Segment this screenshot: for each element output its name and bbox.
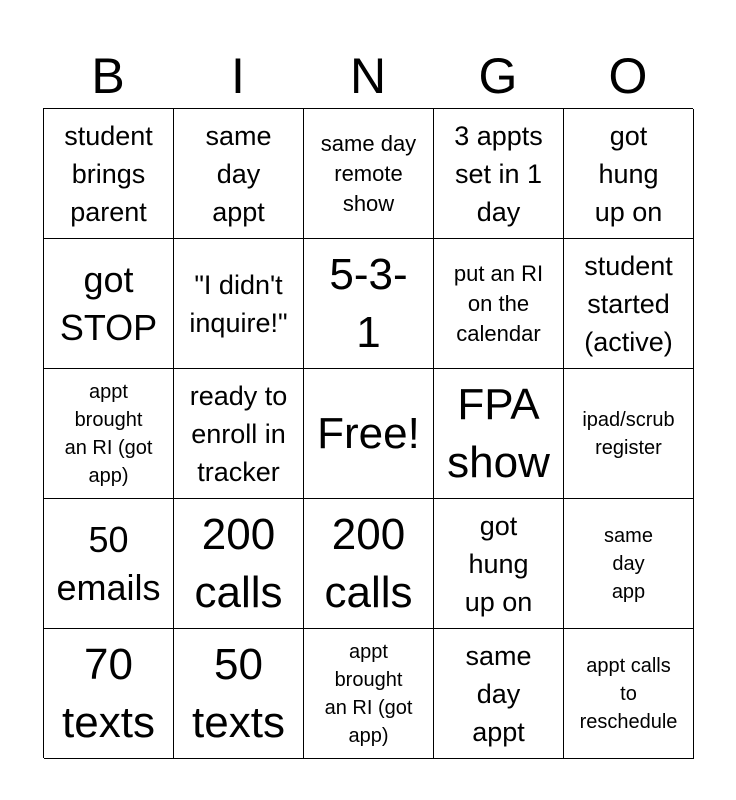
cell-text: put an RI on the calendar: [453, 260, 544, 346]
cell-text: got STOP: [59, 258, 158, 348]
cell-text: 3 appts set in 1 day: [454, 120, 543, 227]
cell-text: appt brought an RI (got app): [64, 380, 153, 487]
bingo-header: [43, 44, 693, 108]
cell-text: same day appt: [205, 120, 272, 227]
bingo-cell[interactable]: [44, 369, 174, 499]
bingo-cell[interactable]: [174, 109, 304, 239]
bingo-cell[interactable]: [304, 239, 434, 369]
header-letter-g: G: [478, 48, 518, 104]
bingo-cell[interactable]: [304, 499, 434, 629]
cell-text: 200 calls: [324, 509, 413, 617]
bingo-cell[interactable]: [44, 629, 174, 759]
bingo-cell[interactable]: [564, 239, 694, 369]
header-letter-o: O: [608, 48, 648, 104]
bingo-cell[interactable]: [44, 109, 174, 239]
cell-text: appt calls to reschedule: [579, 654, 678, 733]
bingo-cell[interactable]: [174, 629, 304, 759]
cell-text: FPA show: [447, 379, 550, 487]
cell-text: got hung up on: [464, 510, 533, 617]
cell-text: same day app: [604, 524, 653, 603]
cell-text: student brings parent: [64, 120, 153, 227]
bingo-cell[interactable]: [564, 629, 694, 759]
bingo-cell[interactable]: [174, 239, 304, 369]
cell-text: appt brought an RI (got app): [324, 640, 413, 747]
header-letter-n: N: [349, 48, 387, 104]
cell-text: 70 texts: [62, 639, 155, 747]
bingo-free-cell[interactable]: [304, 369, 434, 499]
cell-text: got hung up on: [594, 120, 663, 227]
bingo-cell[interactable]: [174, 369, 304, 499]
cell-text: 5-3- 1: [329, 249, 408, 357]
bingo-cell[interactable]: [564, 109, 694, 239]
cell-text: 50 texts: [192, 639, 285, 747]
cell-text: ready to enroll in tracker: [189, 380, 288, 487]
bingo-board: [43, 108, 693, 758]
bingo-cell[interactable]: [434, 499, 564, 629]
bingo-cell[interactable]: [564, 499, 694, 629]
bingo-cell[interactable]: [304, 629, 434, 759]
bingo-cell[interactable]: [44, 499, 174, 629]
bingo-cell[interactable]: [174, 499, 304, 629]
cell-text: 50 emails: [56, 518, 161, 608]
cell-text: Free!: [317, 408, 420, 458]
bingo-cell[interactable]: [434, 369, 564, 499]
bingo-cell[interactable]: [434, 109, 564, 239]
bingo-cell[interactable]: [564, 369, 694, 499]
cell-text: "I didn't inquire!": [189, 269, 288, 338]
bingo-cell[interactable]: [434, 629, 564, 759]
cell-text: ipad/scrub register: [582, 408, 675, 459]
cell-text: same day remote show: [320, 130, 417, 216]
cell-text: student started (active): [584, 250, 673, 357]
bingo-cell[interactable]: [434, 239, 564, 369]
header-letter-i: I: [231, 48, 245, 104]
cell-text: same day appt: [465, 640, 532, 747]
header-letter-b: B: [91, 48, 125, 104]
cell-text: 200 calls: [194, 509, 283, 617]
bingo-cell[interactable]: [304, 109, 434, 239]
bingo-cell[interactable]: [44, 239, 174, 369]
